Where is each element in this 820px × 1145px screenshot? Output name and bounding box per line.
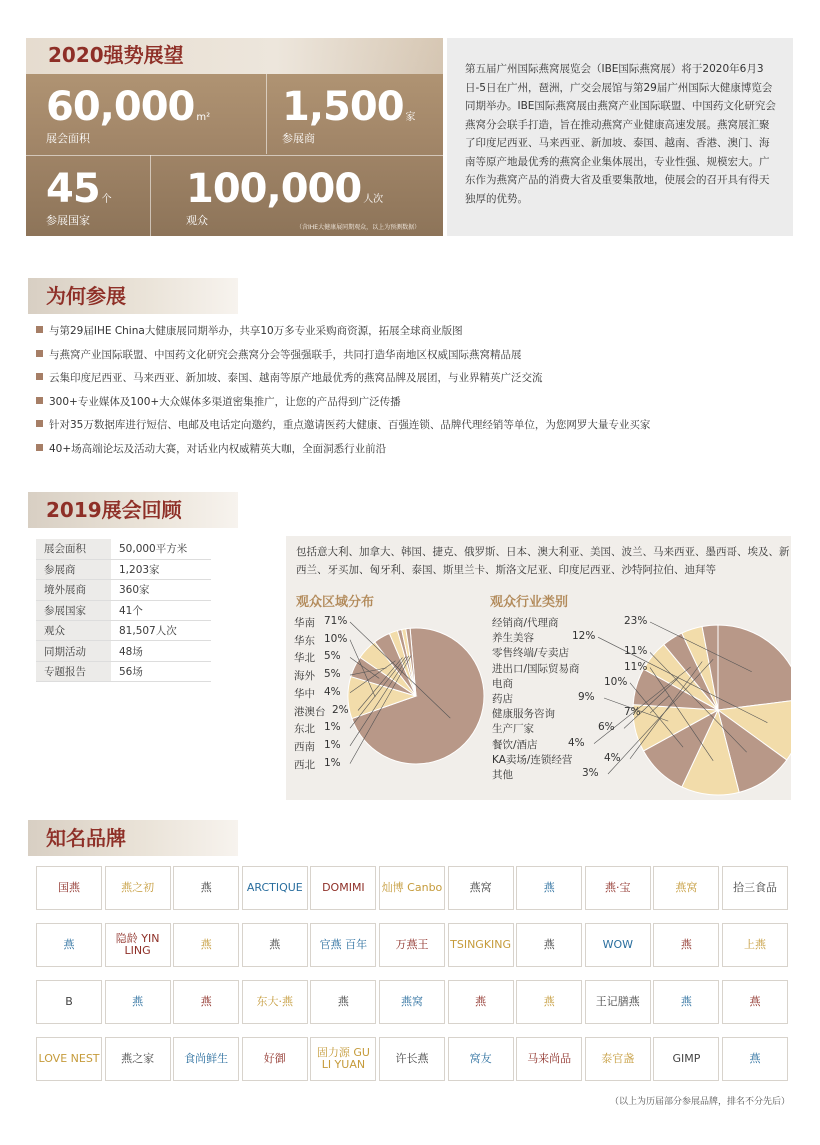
brand-logo: 窝友 [448, 1037, 514, 1081]
bullet-square-icon [36, 350, 43, 357]
region-legend-value: 71% [324, 615, 348, 627]
region-legend-value: 5% [324, 650, 341, 663]
stat-value: 81,507人次 [111, 621, 211, 641]
brand-logo: 燕 [173, 923, 239, 967]
brand-logo: 万燕王 [379, 923, 445, 967]
brand-logo: 燕 [36, 923, 102, 967]
industry-legend-value: 6% [598, 721, 615, 734]
brand-logo: 燕之初 [105, 866, 171, 910]
why-item-text: 40+场高端论坛及活动大赛，对话业内权威精英大咖，全面洞悉行业前沿 [49, 442, 387, 455]
brand-logo: 上燕 [722, 923, 788, 967]
region-chart-title: 观众区域分布 [296, 595, 375, 610]
industry-legend-value: 4% [568, 736, 585, 749]
table-row [36, 580, 211, 600]
brand-logo: 国燕 [36, 866, 102, 910]
stat-value: 360家 [111, 580, 211, 600]
stat-value: 1,203家 [111, 559, 211, 579]
why-item-text: 与第29届IHE China大健康展同期举办，共享10万多专业采购商资源，拓展全球商业版图 [49, 325, 463, 337]
brand-logo: LOVE NEST [36, 1037, 102, 1081]
stat-value: 50,000平方米 [111, 539, 211, 559]
region-legend-label: 港澳台 [294, 705, 326, 718]
review-title: 2019展会回顾 [28, 492, 238, 528]
brand-logo: 燕之家 [105, 1037, 171, 1081]
stat-key: 同期活动 [36, 641, 111, 661]
stat-key: 境外展商 [36, 580, 111, 600]
industry-legend-label: 健康服务咨询 [492, 708, 555, 721]
industry-legend-value: 9% [578, 691, 595, 703]
industry-legend-value: 11% [624, 645, 648, 658]
industry-chart-title: 观众行业类别 [490, 595, 569, 610]
bullet-square-icon [36, 397, 43, 404]
brand-logo: 燕 [653, 923, 719, 967]
why-item [36, 393, 796, 417]
why-item [36, 440, 796, 464]
stat-exhibitors: 1,500 家 参展商 [282, 84, 416, 145]
brand-logo: 许长燕 [379, 1037, 445, 1081]
bullet-square-icon [36, 444, 43, 451]
brand-logo: 燕窝 [653, 866, 719, 910]
brand-logo: 燕 [173, 980, 239, 1024]
region-legend-label: 西南 [294, 740, 315, 753]
forecast-note: （含IHE大健康展同期观众，以上为预测数据） [296, 224, 421, 231]
why-item-text: 与燕窝产业国际联盟、中国药文化研究会燕窝分会等强强联手，共同打造华南地区权威国际燕窝精品展 [49, 348, 522, 361]
brand-logo: 固力源 GU LI YUAN [310, 1037, 376, 1081]
table-row [36, 600, 211, 620]
brand-logo: 王记膳燕 [585, 980, 651, 1024]
brand-logo: 燕 [516, 923, 582, 967]
intro-text: 第五届广州国际燕窝展览会（IBE国际燕窝展）将于2020年6月3日-5日在广州，琶洲，广交会展馆与第29届广州国际大健康博览会同期举办。IBE国际燕窝展由燕窝产业国际联盟、中国药文化研究会燕窝分会联手打造，旨在推动燕窝产业健康高速发展。燕窝展汇聚了印度尼西亚、马来西亚、新加坡、泰国、越南、香港、澳门、海南等原产地最优秀的燕窝企业集体展出，专业性强、规模宏大。广东作为燕窝产品的消费大省及重要集散地，使展会的召开具有得天独厚的优势。 [447, 38, 793, 236]
bullet-square-icon [36, 420, 43, 427]
industry-legend-label: 养生美容 [492, 632, 534, 645]
stat-key: 展会面积 [36, 539, 111, 559]
industry-legend-label: 电商 [492, 677, 513, 690]
stat-value: 56场 [111, 661, 211, 681]
why-item [36, 416, 796, 440]
brand-logo: 好御 [242, 1037, 308, 1081]
brand-logo: 燕·宝 [585, 866, 651, 910]
industry-legend-label: 餐饮/酒店 [492, 738, 538, 751]
stat-key: 专题报告 [36, 661, 111, 681]
brand-logo: 隐龄 YIN LING [105, 923, 171, 967]
region-legend-label: 华东 [294, 634, 315, 647]
brands-note: （以上为历届部分参展品牌，排名不分先后） [609, 1097, 790, 1107]
stat-value: 48场 [111, 641, 211, 661]
industry-legend-label: 进出口/国际贸易商 [492, 662, 580, 675]
brand-logo: GIMP [653, 1037, 719, 1081]
region-legend-label: 东北 [294, 723, 315, 736]
bullet-square-icon [36, 373, 43, 380]
region-legend-label: 西北 [294, 758, 315, 771]
industry-legend-value: 12% [572, 630, 596, 643]
industry-legend-value: 23% [624, 615, 648, 627]
why-item [36, 346, 796, 370]
region-legend-value: 10% [324, 632, 348, 645]
industry-slice [718, 625, 791, 710]
table-row [36, 621, 211, 641]
brand-logo: DOMIMI [310, 866, 376, 910]
brand-logo: 拾三食品 [722, 866, 788, 910]
table-row [36, 559, 211, 579]
brand-logo: 东大·燕 [242, 980, 308, 1024]
outlook-hero [26, 38, 443, 236]
industry-legend-value: 3% [582, 767, 599, 779]
region-legend-label: 华南 [294, 617, 315, 629]
industry-legend-value: 10% [604, 675, 628, 688]
industry-legend-value: 7% [624, 706, 641, 719]
brands-title: 知名品牌 [28, 820, 238, 856]
region-legend-value: 1% [324, 738, 341, 751]
why-item-text: 云集印度尼西亚、马来西亚、新加坡、泰国、越南等原产地最优秀的燕窝品牌及展团，与业界精英广泛交流 [49, 372, 543, 385]
table-row [36, 641, 211, 661]
brand-logo: ARCTIQUE [242, 866, 308, 910]
review-stats-table [36, 539, 211, 682]
region-legend-value: 2% [332, 703, 349, 716]
why-item [36, 369, 796, 393]
bullet-square-icon [36, 326, 43, 333]
stat-area: 60,000 m² 展会面积 [46, 84, 211, 145]
stat-key: 观众 [36, 621, 111, 641]
brand-logo: B [36, 980, 102, 1024]
industry-legend-value: 4% [604, 751, 621, 764]
industry-legend-label: 零售终端/专卖店 [492, 647, 570, 660]
brand-logo: 燕 [722, 1037, 788, 1081]
why-item-text: 针对35万数据库进行短信、电邮及电话定向邀约，重点邀请医药大健康、百强连锁、品牌代理经销等单位，为您网罗大量专业买家 [49, 419, 651, 432]
brand-logo: 燕 [310, 980, 376, 1024]
countries-text: 包括意大利、加拿大、韩国、捷克、俄罗斯、日本、澳大利亚、美国、波兰、马来西亚、墨西哥、埃及、新西兰、牙买加、匈牙利、泰国、斯里兰卡、斯洛文尼亚、印度尼西亚、沙特阿拉伯、迪拜等 [296, 546, 790, 576]
brand-logo: WOW [585, 923, 651, 967]
brand-logo: 燕 [516, 980, 582, 1024]
region-legend-label: 华中 [294, 687, 315, 700]
region-legend-value: 1% [324, 721, 341, 734]
outlook-title: 2020强势展望 [26, 38, 443, 74]
brand-logo: 燕窝 [379, 980, 445, 1024]
brand-logo: TSINGKING [448, 923, 514, 967]
brand-logo: 马来尚品 [516, 1037, 582, 1081]
region-legend-value: 4% [324, 685, 341, 698]
table-row [36, 661, 211, 681]
industry-legend-label: 经销商/代理商 [492, 617, 559, 629]
brand-logo: 燕 [242, 923, 308, 967]
stat-key: 参展国家 [36, 600, 111, 620]
brand-logo: 燕窝 [448, 866, 514, 910]
stat-visitors: 100,000 人次 观众 [186, 166, 384, 227]
brand-logo: 燕 [722, 980, 788, 1024]
brand-logo: 燕 [173, 866, 239, 910]
why-exhibit-list [36, 322, 796, 464]
brand-logo: 灿博 Canbo [379, 866, 445, 910]
stat-countries: 45 个 参展国家 [46, 166, 112, 227]
industry-legend-label: 生产厂家 [492, 723, 534, 736]
region-legend-value: 5% [324, 668, 341, 681]
table-row [36, 539, 211, 559]
stat-key: 参展商 [36, 559, 111, 579]
industry-legend-label: 药店 [492, 693, 513, 705]
region-legend-label: 海外 [294, 670, 315, 683]
brand-logo: 燕 [105, 980, 171, 1024]
why-item-text: 300+专业媒体及100+大众媒体多渠道密集推广，让您的产品得到广泛传播 [49, 395, 401, 408]
industry-legend-label: 其他 [492, 769, 513, 781]
region-legend-value: 1% [324, 756, 341, 769]
brand-logo: 泰官盏 [585, 1037, 651, 1081]
why-exhibit-title: 为何参展 [28, 278, 238, 314]
brand-logo: 官燕 百年 [310, 923, 376, 967]
industry-legend-label: KA卖场/连锁经营 [492, 753, 573, 766]
industry-legend-value: 11% [624, 660, 648, 673]
brand-logo: 食尚鲜生 [173, 1037, 239, 1081]
why-item [36, 322, 796, 346]
brand-logo: 燕 [516, 866, 582, 910]
stat-value: 41个 [111, 600, 211, 620]
region-legend-label: 华北 [294, 652, 315, 665]
brand-logo: 燕 [653, 980, 719, 1024]
brand-logo: 燕 [448, 980, 514, 1024]
